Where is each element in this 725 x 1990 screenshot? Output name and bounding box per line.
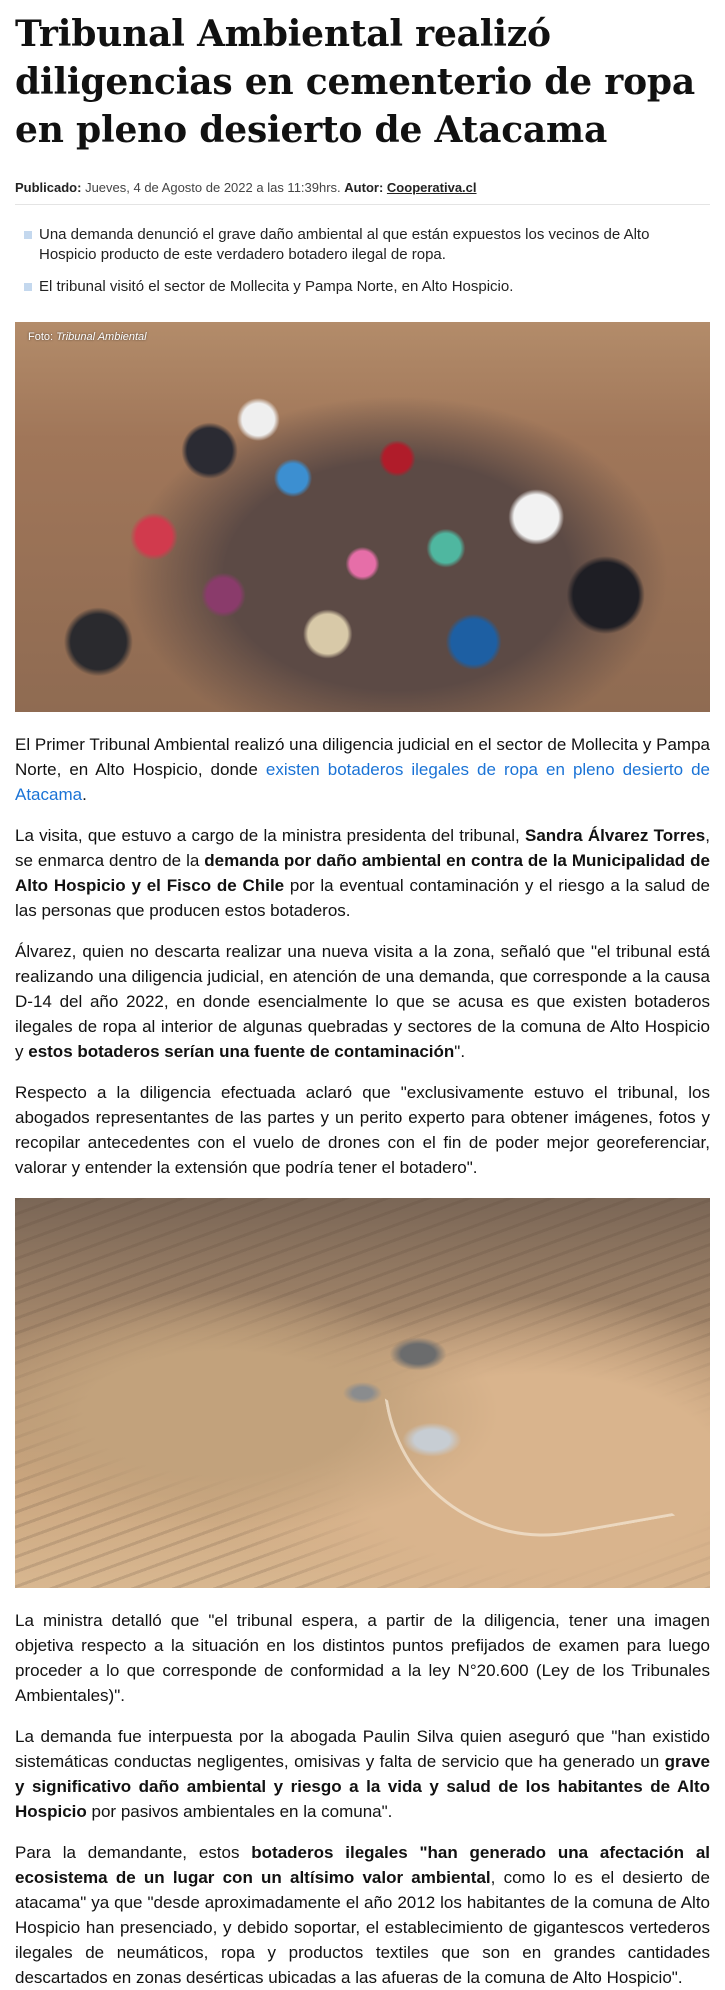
summary-text: El tribunal visitó el sector de Mollecita y Pampa Norte, en Alto Hospicio.: [39, 278, 514, 295]
publish-date: Jueves, 4 de Agosto de 2022 a las 11:39hrs.: [81, 180, 345, 195]
author-link[interactable]: Cooperativa.cl: [386, 180, 477, 195]
article-headline: Tribunal Ambiental realizó diligencias en cementerio de ropa en pleno desierto de Atacama: [15, 13, 695, 151]
summary-item: [15, 225, 710, 265]
summary-list: [15, 225, 710, 297]
paragraph-2: La visita, que estuvo a cargo de la ministra presidenta del tribunal, Sandra Álvarez Torres, se enmarca dentro de la demanda por daño ambiental en contra de la Municipalidad de Alto Hospicio y el Fisco de Chile por la eventual contaminación y el riesgo a la salud de las personas que producen estos botaderos.: [15, 826, 710, 920]
clothing-dump-photo: [15, 322, 710, 712]
summary-text: Una demanda denunció el grave daño ambiental al que están expuestos los vecinos de Alto Hospicio producto de este verdadero botadero ilegal de ropa.: [39, 226, 650, 263]
bullet-icon: [24, 231, 32, 239]
photo-credit: Foto: Tribunal Ambiental: [28, 331, 147, 343]
paragraph-7: Para la demandante, estos botaderos ilegales "han generado una afectación al ecosistema de un lugar con un altísimo valor ambiental, como lo es el desierto de atacama" ya que "desde aproximadamente el año 2012 los habitantes de la comuna de Alto Hospicio han presenciado, y debido soportar, el establecimiento de gigantescos vertederos ilegales de neumáticos, ropa y productos textiles que son en grandes cantidades descartados en zonas desérticas ubicadas a las afueras de la comuna de Alto Hospicio".: [15, 1843, 710, 1987]
road-shape: [385, 1352, 676, 1562]
bullet-icon: [24, 283, 32, 291]
paragraph-6: La demanda fue interpuesta por la abogada Paulin Silva quien aseguró que "han existido sistemáticas conductas negligentes, omisivas y falta de servicio que ha generado un grave y significativo daño ambiental y riesgo a la vida y salud de los habitantes de Alto Hospicio por pasivos ambientales en la comuna".: [15, 1727, 710, 1821]
related-article-link[interactable]: existen botaderos ilegales de ropa en pleno desierto de Atacama: [15, 760, 710, 804]
paragraph-4: Respecto a la diligencia efectuada aclaró que "exclusivamente estuvo el tribunal, los abogados representantes de las partes y un perito experto para obtener imágenes, fotos y recopilar antecedentes con el vuelo de drones con el fin de poder mejor georeferenciar, valorar y entender la extensión que podría tener el botadero".: [15, 1083, 710, 1177]
byline: [15, 180, 710, 205]
paragraph-3: Álvarez, quien no descarta realizar una nueva visita a la zona, señaló que "el tribunal está realizando una diligencia judicial, en atención de una demanda, que corresponde a la causa D-14 del año 2022, en donde esencialmente lo que se acusa es que existen botaderos ilegales de ropa al interior de algunas quebradas y sectores de la comuna de Alto Hospicio y estos botaderos serían una fuente de contaminación".: [15, 942, 710, 1061]
published-label: Publicado:: [15, 180, 82, 195]
author-label: Autor:: [344, 180, 384, 195]
paragraph-1: El Primer Tribunal Ambiental realizó una diligencia judicial en el sector de Mollecita y Pampa Norte, en Alto Hospicio, donde existen botaderos ilegales de ropa en pleno desierto de Atacama.: [15, 735, 710, 804]
aerial-desert-photo: [15, 1198, 710, 1588]
paragraph-5: La ministra detalló que "el tribunal espera, a partir de la diligencia, tener una imagen objetiva respecto a la situación en los distintos puntos prefijados de examen para luego proceder a lo que corresponde de conformidad a la ley N°20.600 (Ley de los Tribunales Ambientales)".: [15, 1611, 710, 1705]
summary-item: [15, 277, 710, 297]
